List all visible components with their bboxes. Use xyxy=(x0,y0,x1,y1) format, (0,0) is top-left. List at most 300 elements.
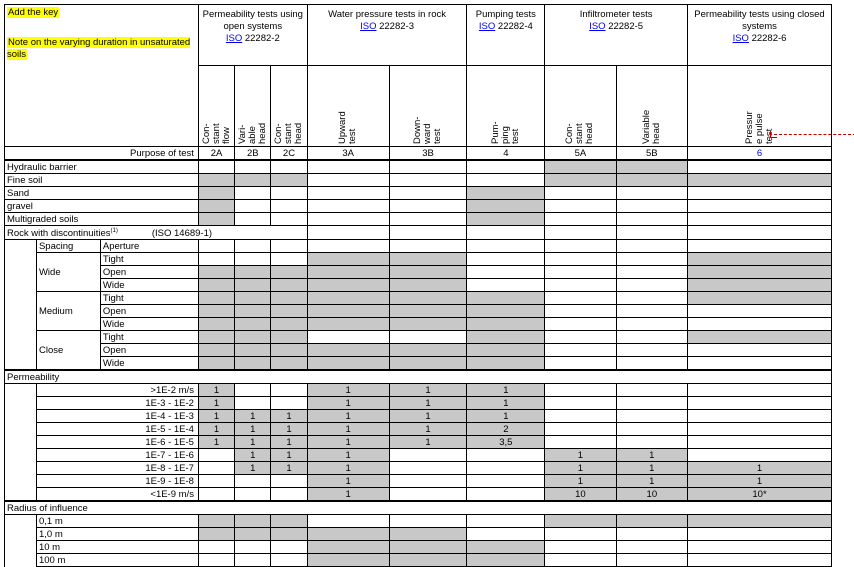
rock-0-1-cell-2b xyxy=(235,266,271,279)
rock-0-2-cell-2c xyxy=(271,279,307,292)
radius-0-cell-2a xyxy=(198,515,234,528)
indent-cell xyxy=(5,475,37,488)
rock-hdr-cell-2c xyxy=(271,240,307,253)
subhead-2b xyxy=(235,66,271,147)
group-standard xyxy=(199,33,307,45)
rock-2-2-cell-2a xyxy=(198,357,234,371)
iso-link[interactable]: ISO xyxy=(360,21,377,32)
perm-7-cell-2a xyxy=(198,475,234,488)
group-standard xyxy=(545,21,687,33)
rock-2-1-cell-2a xyxy=(198,344,234,357)
rock-1-1-cell-2a xyxy=(198,305,234,318)
permeability-range: 1E-5 - 1E-4 xyxy=(36,423,198,436)
perm-8-cell-3a: 1 xyxy=(307,488,389,502)
soil-3-cell-3a xyxy=(307,200,389,213)
rock-0-0-cell-5b xyxy=(616,253,687,266)
perm-4-cell-6 xyxy=(688,436,832,449)
soil-0-cell-2c xyxy=(271,160,307,174)
perm-1-cell-6 xyxy=(688,397,832,410)
rock-0-0-cell-5a xyxy=(545,253,616,266)
standard-number: 22282-6 xyxy=(748,33,787,44)
rock-blank-cell xyxy=(307,226,389,240)
perm-4-cell-2b: 1 xyxy=(235,436,271,449)
perm-8-cell-2b xyxy=(235,488,271,502)
indent-cell xyxy=(5,541,37,554)
rock-2-1-cell-5b xyxy=(616,344,687,357)
group-header-5 xyxy=(545,5,688,66)
subhead-5a xyxy=(545,66,616,147)
rock-0-0-cell-2c xyxy=(271,253,307,266)
rock-1-0-cell-2b xyxy=(235,292,271,305)
rock-2-0-cell-5b xyxy=(616,331,687,344)
rock-standard-ref: (ISO 14689-1) xyxy=(151,228,213,240)
permeability-range: <1E-9 m/s xyxy=(36,488,198,502)
perm-2-cell-3b: 1 xyxy=(389,410,467,423)
purpose-code-3a: 3A xyxy=(307,147,389,161)
radius-2-cell-3a xyxy=(307,541,389,554)
subhead-label: Pressur e pulse test xyxy=(743,111,775,144)
perm-0-cell-3b: 1 xyxy=(389,384,467,397)
rock-label xyxy=(5,226,271,240)
rock-0-1-cell-2c xyxy=(271,266,307,279)
group-header-3 xyxy=(307,5,467,66)
permeability-test-table xyxy=(4,4,832,566)
soil-3-cell-4 xyxy=(467,200,545,213)
rock-1-2-cell-2b xyxy=(235,318,271,331)
indent-cell xyxy=(5,357,37,371)
aperture-wide: Wide xyxy=(100,279,198,292)
annotation-callout-line xyxy=(774,134,854,135)
rock-2-2-cell-4 xyxy=(467,357,545,371)
rock-1-2-cell-3b xyxy=(389,318,467,331)
rock-hdr-cell-5a xyxy=(545,240,616,253)
indent-cell xyxy=(5,253,37,266)
soil-3-cell-2c xyxy=(271,200,307,213)
rock-1-2-cell-5a xyxy=(545,318,616,331)
aperture-tight: Tight xyxy=(100,253,198,266)
perm-7-cell-2b xyxy=(235,475,271,488)
key-note-cell xyxy=(5,5,199,147)
radius-0-cell-5a xyxy=(545,515,616,528)
perm-7-cell-5a: 1 xyxy=(545,475,616,488)
indent-cell xyxy=(5,240,37,253)
rock-1-2-cell-2a xyxy=(198,318,234,331)
rock-2-0-cell-5a xyxy=(545,331,616,344)
rock-0-2-cell-2a xyxy=(198,279,234,292)
rock-2-1-cell-5a xyxy=(545,344,616,357)
perm-6-cell-5a: 1 xyxy=(545,462,616,475)
rock-2-2-cell-2b xyxy=(235,357,271,371)
permeability-range: 1E-4 - 1E-3 xyxy=(36,410,198,423)
perm-4-cell-5b xyxy=(616,436,687,449)
rock-0-0-cell-2b xyxy=(235,253,271,266)
spacing-medium: Medium xyxy=(36,292,100,331)
perm-4-cell-3a: 1 xyxy=(307,436,389,449)
soil-1-cell-5b xyxy=(616,174,687,187)
indent-cell xyxy=(5,423,37,436)
perm-6-cell-5b: 1 xyxy=(616,462,687,475)
rock-0-2-cell-3b xyxy=(389,279,467,292)
rock-2-1-cell-4 xyxy=(467,344,545,357)
soil-0-cell-3a xyxy=(307,160,389,174)
subhead-4 xyxy=(467,66,545,147)
rock-2-0-cell-3b xyxy=(389,331,467,344)
purpose-code-6: 6 xyxy=(688,147,832,161)
subhead-label: Pum- ping test xyxy=(489,121,521,144)
group-title: Pumping tests xyxy=(475,9,536,20)
perm-3-cell-2c: 1 xyxy=(271,423,307,436)
indent-cell xyxy=(5,515,37,528)
indent-cell xyxy=(5,462,37,475)
soil-1-cell-3a xyxy=(307,174,389,187)
perm-7-cell-5b: 1 xyxy=(616,475,687,488)
aperture-open: Open xyxy=(100,305,198,318)
rock-hdr-cell-2b xyxy=(235,240,271,253)
indent-cell xyxy=(5,397,37,410)
soil-1-cell-5a xyxy=(545,174,616,187)
soil-2-cell-2c xyxy=(271,187,307,200)
group-header-6 xyxy=(688,5,832,66)
rock-0-1-cell-3a xyxy=(307,266,389,279)
group-header-2 xyxy=(198,5,307,66)
perm-2-cell-2c: 1 xyxy=(271,410,307,423)
perm-5-cell-2c: 1 xyxy=(271,449,307,462)
soil-2-cell-2a xyxy=(198,187,234,200)
spacing-wide: Wide xyxy=(36,253,100,292)
rock-1-2-cell-4 xyxy=(467,318,545,331)
radius-value: 0,1 m xyxy=(36,515,198,528)
rock-1-1-cell-4 xyxy=(467,305,545,318)
rock-discontinuities-label: Rock with discontinuities xyxy=(7,228,111,240)
rock-2-0-cell-2a xyxy=(198,331,234,344)
radius-0-cell-2b xyxy=(235,515,271,528)
perm-8-cell-2c xyxy=(271,488,307,502)
perm-0-cell-5a xyxy=(545,384,616,397)
subhead-2c xyxy=(271,66,307,147)
rock-0-0-cell-6 xyxy=(688,253,832,266)
rock-hdr-cell-3a xyxy=(307,240,389,253)
indent-cell xyxy=(5,384,37,397)
rock-0-0-cell-3b xyxy=(389,253,467,266)
rock-blank-cell xyxy=(389,226,467,240)
iso-link[interactable]: ISO xyxy=(225,33,243,44)
radius-0-cell-2c xyxy=(271,515,307,528)
rock-1-2-cell-2c xyxy=(271,318,307,331)
rock-2-2-cell-6 xyxy=(688,357,832,371)
perm-8-cell-3b xyxy=(389,488,467,502)
rock-1-1-cell-5a xyxy=(545,305,616,318)
rock-hdr-cell-2a xyxy=(198,240,234,253)
perm-7-cell-2c xyxy=(271,475,307,488)
radius-0-cell-6 xyxy=(688,515,832,528)
indent-cell xyxy=(5,266,37,279)
rock-hdr-cell-6 xyxy=(688,240,832,253)
perm-0-cell-2a: 1 xyxy=(198,384,234,397)
perm-8-cell-6: 10* xyxy=(688,488,832,502)
radius-3-cell-3b xyxy=(389,554,467,567)
radius-0-cell-3b xyxy=(389,515,467,528)
perm-6-cell-2b: 1 xyxy=(235,462,271,475)
rock-1-2-cell-3a xyxy=(307,318,389,331)
test-matrix-table xyxy=(4,4,832,567)
rock-0-0-cell-2a xyxy=(198,253,234,266)
rock-1-1-cell-3a xyxy=(307,305,389,318)
perm-3-cell-5b xyxy=(616,423,687,436)
perm-4-cell-5a xyxy=(545,436,616,449)
perm-2-cell-5a xyxy=(545,410,616,423)
perm-5-cell-2b: 1 xyxy=(235,449,271,462)
radius-1-cell-2a xyxy=(198,528,234,541)
soil-4-cell-5b xyxy=(616,213,687,226)
radius-1-cell-5b xyxy=(616,528,687,541)
subhead-label: Con- stant head xyxy=(564,122,596,144)
rock-2-1-cell-3a xyxy=(307,344,389,357)
perm-2-cell-5b xyxy=(616,410,687,423)
indent-cell xyxy=(5,318,37,331)
soil-0-cell-5b xyxy=(616,160,687,174)
perm-5-cell-5a: 1 xyxy=(545,449,616,462)
iso-link[interactable]: ISO xyxy=(732,33,749,44)
rock-2-0-cell-6 xyxy=(688,331,832,344)
perm-6-cell-3b xyxy=(389,462,467,475)
permeability-label: Permeability xyxy=(5,370,832,384)
rock-1-1-cell-2c xyxy=(271,305,307,318)
rock-1-0-cell-3a xyxy=(307,292,389,305)
perm-7-cell-4 xyxy=(467,475,545,488)
perm-3-cell-5a xyxy=(545,423,616,436)
indent-cell xyxy=(5,488,37,502)
radius-1-cell-6 xyxy=(688,528,832,541)
subhead-label: Variable head xyxy=(640,109,662,144)
perm-2-cell-4: 1 xyxy=(467,410,545,423)
subhead-label: Con- stant head xyxy=(273,122,304,144)
perm-6-cell-6: 1 xyxy=(688,462,832,475)
rock-1-0-cell-3b xyxy=(389,292,467,305)
perm-5-cell-6 xyxy=(688,449,832,462)
rock-1-0-cell-6 xyxy=(688,292,832,305)
indent-cell xyxy=(5,279,37,292)
soil-4-cell-2b xyxy=(235,213,271,226)
soil-4-cell-3b xyxy=(389,213,467,226)
perm-4-cell-3b: 1 xyxy=(389,436,467,449)
rock-0-0-cell-4 xyxy=(467,253,545,266)
group-title: Water pressure tests in rock xyxy=(328,9,446,20)
perm-6-cell-2a xyxy=(198,462,234,475)
perm-8-cell-2a xyxy=(198,488,234,502)
perm-1-cell-2c xyxy=(271,397,307,410)
rock-1-0-cell-2a xyxy=(198,292,234,305)
soil-2-cell-5b xyxy=(616,187,687,200)
perm-1-cell-4: 1 xyxy=(467,397,545,410)
indent-cell xyxy=(5,410,37,423)
rock-2-1-cell-2b xyxy=(235,344,271,357)
perm-4-cell-2a: 1 xyxy=(198,436,234,449)
radius-label: Radius of influence xyxy=(5,501,832,515)
perm-1-cell-3a: 1 xyxy=(307,397,389,410)
perm-5-cell-5b: 1 xyxy=(616,449,687,462)
soil-0-cell-6 xyxy=(688,160,832,174)
perm-5-cell-3a: 1 xyxy=(307,449,389,462)
rock-blank-cell xyxy=(545,226,616,240)
rock-2-0-cell-2b xyxy=(235,331,271,344)
rock-2-1-cell-6 xyxy=(688,344,832,357)
soil-0-cell-2b xyxy=(235,160,271,174)
perm-5-cell-2a xyxy=(198,449,234,462)
aperture-wide: Wide xyxy=(100,318,198,331)
rock-blank-cell xyxy=(616,226,687,240)
perm-3-cell-4: 2 xyxy=(467,423,545,436)
perm-1-cell-2b xyxy=(235,397,271,410)
group-title: Permeability tests using open systems xyxy=(202,9,303,32)
perm-2-cell-3a: 1 xyxy=(307,410,389,423)
indent-cell xyxy=(5,449,37,462)
rock-blank-cell xyxy=(271,226,307,240)
rock-2-0-cell-3a xyxy=(307,331,389,344)
rock-blank-cell xyxy=(467,226,545,240)
soil-4-cell-2a xyxy=(198,213,234,226)
iso-link[interactable]: ISO xyxy=(478,21,496,32)
perm-4-cell-4: 3,5 xyxy=(467,436,545,449)
rock-1-1-cell-3b xyxy=(389,305,467,318)
purpose-code-2a: 2A xyxy=(198,147,234,161)
rock-2-0-cell-2c xyxy=(271,331,307,344)
perm-1-cell-5a xyxy=(545,397,616,410)
perm-6-cell-4 xyxy=(467,462,545,475)
perm-7-cell-3b xyxy=(389,475,467,488)
radius-2-cell-3b xyxy=(389,541,467,554)
perm-3-cell-2a: 1 xyxy=(198,423,234,436)
rock-2-1-cell-2c xyxy=(271,344,307,357)
soil-1-cell-2b xyxy=(235,174,271,187)
rock-1-2-cell-5b xyxy=(616,318,687,331)
perm-3-cell-6 xyxy=(688,423,832,436)
soil-3-cell-6 xyxy=(688,200,832,213)
indent-cell xyxy=(5,305,37,318)
radius-3-cell-2c xyxy=(271,554,307,567)
soil-label: Fine soil xyxy=(5,174,199,187)
radius-3-cell-3a xyxy=(307,554,389,567)
perm-7-cell-3a: 1 xyxy=(307,475,389,488)
rock-2-2-cell-5b xyxy=(616,357,687,371)
perm-5-cell-4 xyxy=(467,449,545,462)
rock-0-1-cell-5a xyxy=(545,266,616,279)
aperture-wide: Wide xyxy=(100,357,198,371)
subhead-5b xyxy=(616,66,687,147)
soil-4-cell-5a xyxy=(545,213,616,226)
radius-2-cell-2a xyxy=(198,541,234,554)
iso-link[interactable]: ISO xyxy=(589,21,606,32)
soil-3-cell-5a xyxy=(545,200,616,213)
soil-1-cell-2a xyxy=(198,174,234,187)
subhead-3a xyxy=(307,66,389,147)
group-title: Permeability tests using closed systems xyxy=(694,9,825,32)
perm-0-cell-6 xyxy=(688,384,832,397)
soil-2-cell-6 xyxy=(688,187,832,200)
permeability-range: 1E-3 - 1E-2 xyxy=(36,397,198,410)
subhead-label: Upward test xyxy=(337,111,359,144)
group-standard xyxy=(308,21,467,33)
indent-cell xyxy=(5,436,37,449)
rock-1-0-cell-4 xyxy=(467,292,545,305)
soil-2-cell-5a xyxy=(545,187,616,200)
rock-1-1-cell-6 xyxy=(688,305,832,318)
soil-3-cell-2a xyxy=(198,200,234,213)
rock-1-0-cell-5a xyxy=(545,292,616,305)
soil-1-cell-6 xyxy=(688,174,832,187)
perm-1-cell-5b xyxy=(616,397,687,410)
perm-3-cell-3b: 1 xyxy=(389,423,467,436)
rock-0-2-cell-5a xyxy=(545,279,616,292)
permeability-range: >1E-2 m/s xyxy=(36,384,198,397)
soil-0-cell-2a xyxy=(198,160,234,174)
soil-2-cell-2b xyxy=(235,187,271,200)
rock-0-1-cell-6 xyxy=(688,266,832,279)
soil-1-cell-3b xyxy=(389,174,467,187)
group-header-4 xyxy=(467,5,545,66)
perm-0-cell-4: 1 xyxy=(467,384,545,397)
radius-0-cell-4 xyxy=(467,515,545,528)
add-key-note: Add the key xyxy=(8,7,59,18)
permeability-range: 1E-7 - 1E-6 xyxy=(36,449,198,462)
soil-1-cell-4 xyxy=(467,174,545,187)
perm-1-cell-2a: 1 xyxy=(198,397,234,410)
soil-3-cell-3b xyxy=(389,200,467,213)
perm-6-cell-2c: 1 xyxy=(271,462,307,475)
permeability-range: 1E-9 - 1E-8 xyxy=(36,475,198,488)
rock-1-2-cell-6 xyxy=(688,318,832,331)
perm-3-cell-3a: 1 xyxy=(307,423,389,436)
varying-duration-note: Note on the varying duration in unsaturated soils xyxy=(7,37,191,60)
permeability-range: 1E-6 - 1E-5 xyxy=(36,436,198,449)
aperture-header: Aperture xyxy=(100,240,198,253)
rock-2-1-cell-3b xyxy=(389,344,467,357)
radius-2-cell-4 xyxy=(467,541,545,554)
radius-0-cell-5b xyxy=(616,515,687,528)
soil-3-cell-2b xyxy=(235,200,271,213)
purpose-label: Purpose of test xyxy=(5,147,199,161)
group-title: Infiltrometer tests xyxy=(579,9,653,20)
radius-3-cell-2b xyxy=(235,554,271,567)
aperture-open: Open xyxy=(100,266,198,279)
soil-label: gravel xyxy=(5,200,199,213)
perm-2-cell-6 xyxy=(688,410,832,423)
rock-1-0-cell-2c xyxy=(271,292,307,305)
rock-0-2-cell-4 xyxy=(467,279,545,292)
rock-2-2-cell-5a xyxy=(545,357,616,371)
perm-0-cell-2b xyxy=(235,384,271,397)
radius-value: 10 m xyxy=(36,541,198,554)
rock-0-1-cell-3b xyxy=(389,266,467,279)
indent-cell xyxy=(5,554,37,567)
radius-1-cell-5a xyxy=(545,528,616,541)
soil-0-cell-4 xyxy=(467,160,545,174)
soil-0-cell-3b xyxy=(389,160,467,174)
rock-0-2-cell-3a xyxy=(307,279,389,292)
perm-7-cell-6: 1 xyxy=(688,475,832,488)
soil-label: Hydraulic barrier xyxy=(5,160,199,174)
rock-0-2-cell-5b xyxy=(616,279,687,292)
rock-0-1-cell-4 xyxy=(467,266,545,279)
perm-6-cell-3a: 1 xyxy=(307,462,389,475)
subhead-label: Down- ward test xyxy=(412,116,444,144)
radius-2-cell-5b xyxy=(616,541,687,554)
soil-2-cell-3a xyxy=(307,187,389,200)
aperture-open: Open xyxy=(100,344,198,357)
radius-value: 100 m xyxy=(36,554,198,567)
radius-1-cell-4 xyxy=(467,528,545,541)
radius-3-cell-5b xyxy=(616,554,687,567)
radius-1-cell-3b xyxy=(389,528,467,541)
